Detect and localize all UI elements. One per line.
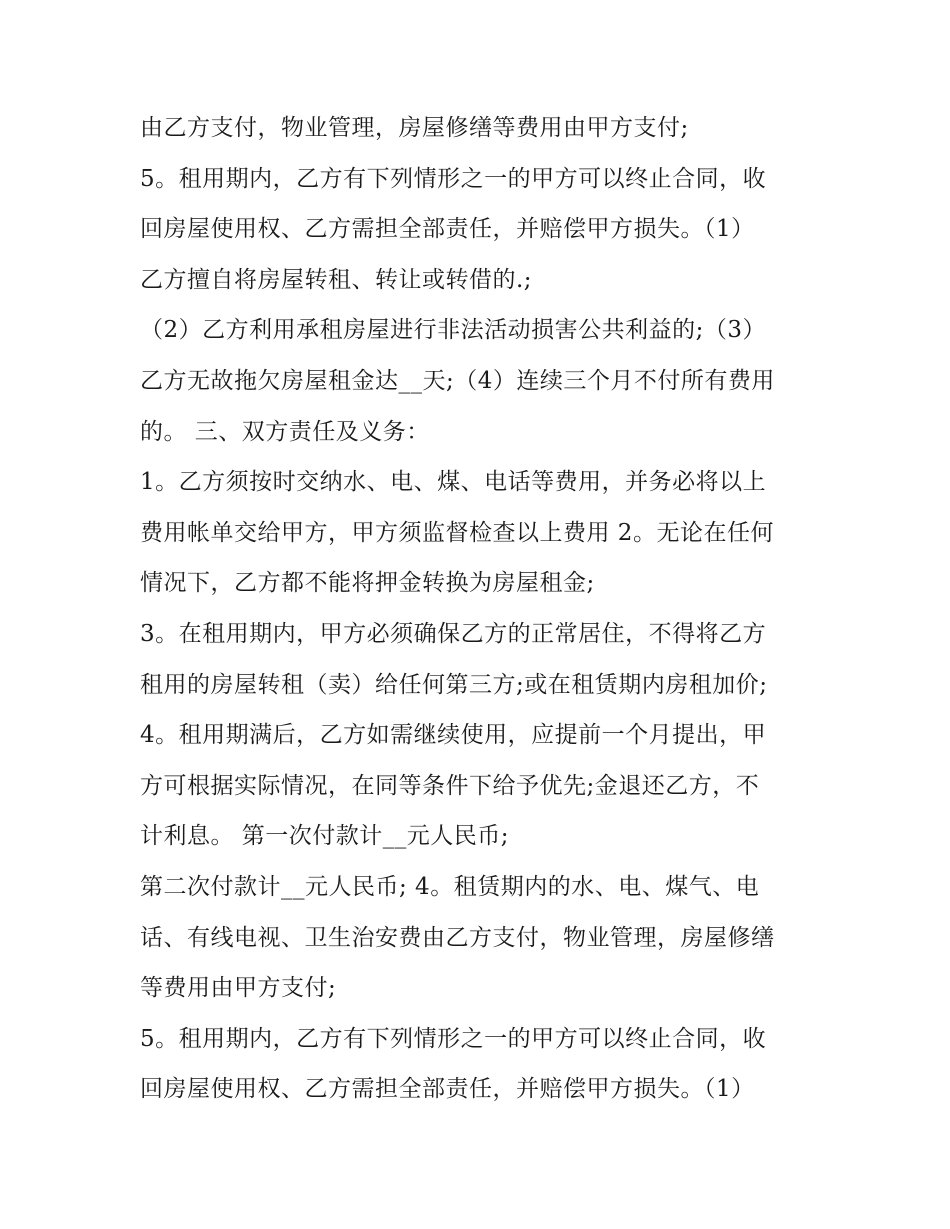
text-line: 回房屋使用权、乙方需担全部责任，并赔偿甲方损失。（1） — [140, 1076, 755, 1103]
text-line: （2）乙方利用承租房屋进行非法活动损害公共利益的;（3） — [140, 317, 767, 344]
text-line: 费用帐单交给甲方，甲方须监督检查以上费用 2。无论在任何 — [140, 519, 774, 546]
document-body — [140, 103, 820, 1115]
text-line: 3。在租用期内，甲方必须确保乙方的正常居住，不得将乙方 — [140, 620, 767, 647]
text-line: 方可根据实际情况，在同等条件下给予优先;金退还乙方，不 — [140, 772, 760, 799]
text-line: 5。租用期内，乙方有下列情形之一的甲方可以终止合同，收 — [140, 1025, 767, 1052]
text-line: 1。乙方须按时交纳水、电、煤、电话等费用，并务必将以上 — [140, 469, 767, 496]
text-line: 等费用由甲方支付; — [140, 975, 337, 1002]
text-line: 乙方无故拖欠房屋租金达__天;（4）连续三个月不付所有费用 — [140, 367, 775, 394]
text-line: 的。 三、双方责任及义务： — [140, 418, 430, 445]
text-line: 由乙方支付，物业管理，房屋修缮等费用由甲方支付; — [140, 115, 689, 141]
text-line: 5。租用期内，乙方有下列情形之一的甲方可以终止合同，收 — [140, 165, 767, 192]
text-line: 计利息。 第一次付款计__元人民币; — [140, 823, 510, 850]
text-line: 情况下，乙方都不能将押金转换为房屋租金; — [140, 570, 595, 597]
text-line: 4。租用期满后，乙方如需继续使用，应提前一个月提出，甲 — [140, 722, 767, 749]
text-line: 话、有线电视、卫生治安费由乙方支付，物业管理，房屋修缮 — [140, 924, 775, 951]
text-line: 回房屋使用权、乙方需担全部责任，并赔偿甲方损失。（1） — [140, 216, 755, 243]
text-line: 第二次付款计__元人民币; 4。租赁期内的水、电、煤气、电 — [140, 873, 760, 900]
text-line: 乙方擅自将房屋转租、转让或转借的.; — [140, 266, 533, 293]
text-line: 租用的房屋转租（卖）给任何第三方;或在租赁期内房租加价; — [140, 671, 768, 698]
